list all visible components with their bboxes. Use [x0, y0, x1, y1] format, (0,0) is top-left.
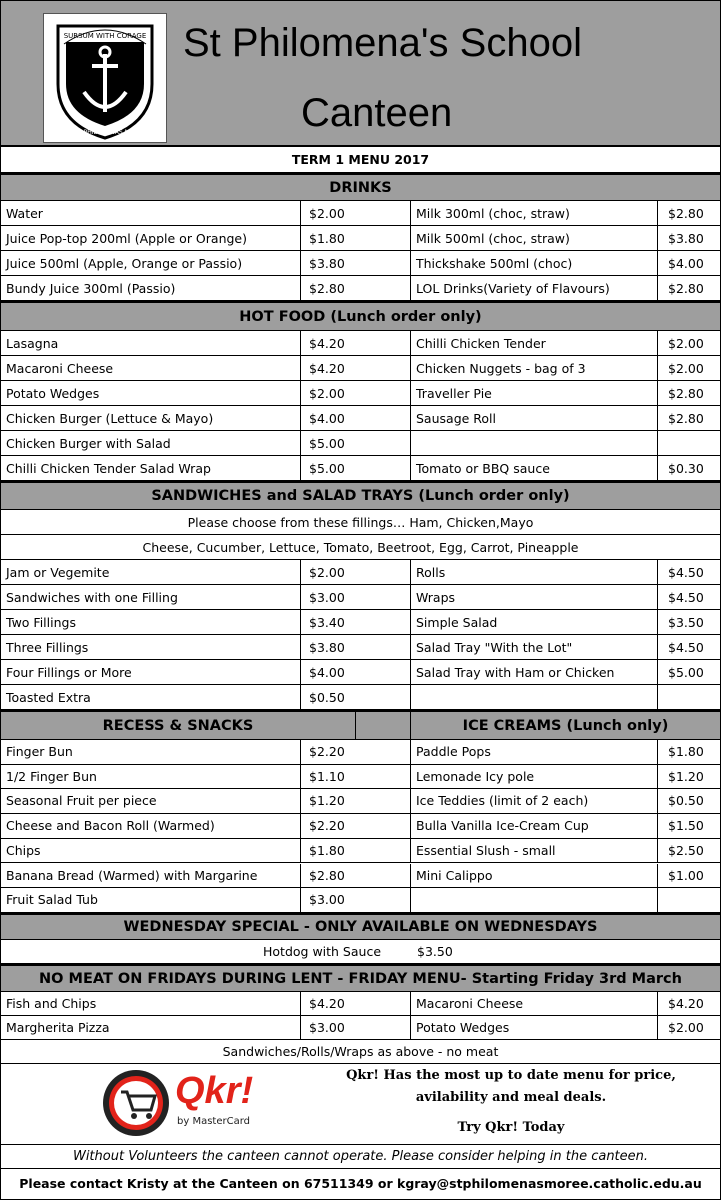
item-name: Juice 500ml (Apple, Orange or Passio) — [1, 251, 301, 275]
item-name: Chilli Chicken Tender Salad Wrap — [1, 456, 301, 480]
qkr-cart-icon — [101, 1068, 171, 1138]
item-name: Finger Bun — [1, 740, 301, 764]
item-name: Traveller Pie — [411, 381, 658, 405]
item-name: 1/2 Finger Bun — [1, 765, 301, 789]
item-price: $2.00 — [668, 1019, 704, 1035]
qkr-logo-sub: by MasterCard — [177, 1115, 250, 1127]
item-name: Lasagna — [1, 331, 301, 355]
item-price: $4.50 — [668, 640, 704, 655]
item-price: $2.50 — [668, 842, 704, 858]
snacks-row — [1, 839, 720, 864]
item-name: LOL Drinks(Variety of Flavours) — [411, 276, 658, 300]
qkr-line1: Qkr! Has the most up to date menu for price, — [346, 1067, 676, 1083]
item-name: Wraps — [411, 585, 658, 609]
item-name: Toasted Extra — [1, 685, 301, 709]
sandwiches-row — [1, 685, 720, 710]
item-price: $5.00 — [301, 431, 411, 455]
snacks-row — [1, 789, 720, 814]
wednesday-item: Hotdog with Sauce — [263, 943, 382, 959]
volunteer-note: Without Volunteers the canteen cannot operate. Please consider helping in the canteen. — [1, 1145, 720, 1169]
item-name: Tomato or BBQ sauce — [411, 456, 658, 480]
item-name: Salad Tray with Ham or Chicken — [411, 660, 658, 684]
item-name: Lemonade Icy pole — [411, 765, 658, 789]
item-price: $3.40 — [301, 610, 411, 634]
sandwiches-row — [1, 560, 720, 585]
item-name: Three Fillings — [1, 635, 301, 659]
hot-food-row — [1, 381, 720, 406]
item-name: Sandwiches with one Filling — [1, 585, 301, 609]
item-price: $3.00 — [301, 1016, 411, 1039]
snacks-row — [1, 888, 720, 913]
snacks-row — [1, 765, 720, 790]
item-price: $4.00 — [301, 406, 411, 430]
drinks-row — [1, 251, 720, 276]
item-price: $1.20 — [668, 768, 704, 784]
item-price: $3.00 — [301, 888, 411, 912]
item-price — [658, 888, 720, 912]
hot-food-heading: HOT FOOD (Lunch order only) — [1, 301, 720, 331]
item-name: Banana Bread (Warmed) with Margarine — [1, 864, 301, 888]
item-name: Four Fillings or More — [1, 660, 301, 684]
item-name: Two Fillings — [1, 610, 301, 634]
item-price: $1.50 — [668, 818, 704, 834]
hot-food-row — [1, 331, 720, 356]
item-name: Cheese and Bacon Roll (Warmed) — [1, 814, 301, 838]
item-price: $4.20 — [301, 356, 411, 380]
item-price: $2.00 — [301, 201, 411, 225]
friday-row — [1, 1016, 720, 1040]
item-price: $2.20 — [301, 814, 411, 838]
drinks-row — [1, 226, 720, 251]
item-price: $3.80 — [668, 231, 704, 246]
hot-food-row — [1, 456, 720, 481]
term-heading: TERM 1 MENU 2017 — [1, 147, 720, 173]
fillings-line-1: Please choose from these fillings… Ham, Chicken,Mayo — [1, 510, 720, 535]
item-price: $2.80 — [301, 864, 411, 888]
fillings-line-2: Cheese, Cucumber, Lettuce, Tomato, Beetroot, Egg, Carrot, Pineapple — [1, 535, 720, 560]
sandwiches-row — [1, 635, 720, 660]
hot-food-row — [1, 431, 720, 456]
snacks-row — [1, 814, 720, 839]
item-price: $4.20 — [301, 331, 411, 355]
item-price: $0.50 — [301, 685, 411, 709]
friday-note: Sandwiches/Rolls/Wraps as above - no meat — [1, 1040, 720, 1064]
item-name: Margherita Pizza — [1, 1016, 301, 1039]
item-price: $1.00 — [668, 867, 704, 883]
item-name: Bulla Vanilla Ice-Cream Cup — [411, 814, 658, 838]
item-name: Macaroni Cheese — [411, 992, 658, 1015]
item-name: Jam or Vegemite — [1, 560, 301, 584]
item-price: $1.80 — [668, 744, 704, 759]
item-name: Chicken Nuggets - bag of 3 — [411, 356, 658, 380]
snacks-row — [1, 864, 720, 889]
qkr-line2: avilability and meal deals. — [415, 1089, 607, 1105]
hot-food-row — [1, 406, 720, 431]
drinks-row — [1, 276, 720, 301]
item-price — [658, 431, 720, 455]
sandwiches-row — [1, 610, 720, 635]
item-name: Thickshake 500ml (choc) — [411, 251, 658, 275]
contact-line: Please contact Kristy at the Canteen on 67511349 or kgray@stphilomenasmoree.catholic.edu.au — [19, 1175, 702, 1191]
page-header — [1, 1, 720, 147]
item-name: Fish and Chips — [1, 992, 301, 1015]
item-name: Simple Salad — [411, 610, 658, 634]
item-name: Chicken Burger (Lettuce & Mayo) — [1, 406, 301, 430]
item-price: $1.80 — [301, 226, 411, 250]
item-price: $2.80 — [668, 411, 704, 426]
item-name — [411, 685, 658, 709]
item-name — [411, 888, 658, 912]
item-price: $2.00 — [301, 381, 411, 405]
sandwiches-row — [1, 585, 720, 610]
item-price: $2.20 — [301, 740, 411, 764]
item-price: $3.80 — [301, 635, 411, 659]
wednesday-item-row — [1, 940, 720, 964]
sandwiches-row — [1, 660, 720, 685]
item-name: Milk 300ml (choc, straw) — [411, 201, 658, 225]
item-price: $4.00 — [668, 256, 704, 271]
item-name — [411, 431, 658, 455]
qkr-logo-text: Qkr! — [175, 1069, 254, 1112]
hot-food-row — [1, 356, 720, 381]
item-name: Fruit Salad Tub — [1, 888, 301, 912]
item-price: $4.50 — [668, 590, 704, 605]
item-price: $2.00 — [301, 560, 411, 584]
school-crest — [43, 13, 167, 143]
item-price: $0.30 — [668, 461, 704, 476]
item-price: $2.00 — [668, 336, 704, 351]
ice-creams-heading: ICE CREAMS (Lunch only) — [462, 718, 669, 734]
item-name: Bundy Juice 300ml (Passio) — [1, 276, 301, 300]
item-name: Potato Wedges — [411, 1016, 658, 1039]
item-name: Ice Teddies (limit of 2 each) — [411, 789, 658, 813]
item-name: Water — [1, 201, 301, 225]
item-name: Chips — [1, 839, 301, 863]
item-name: Chicken Burger with Salad — [1, 431, 301, 455]
item-price: $4.20 — [668, 995, 704, 1011]
friday-heading: NO MEAT ON FRIDAYS DURING LENT - FRIDAY MENU- Starting Friday 3rd March — [1, 964, 720, 992]
wednesday-price: $3.50 — [417, 943, 453, 959]
item-name: Essential Slush - small — [411, 839, 658, 863]
item-price: $5.00 — [668, 665, 704, 680]
item-name: Milk 500ml (choc, straw) — [411, 226, 658, 250]
item-price: $2.00 — [668, 361, 704, 376]
item-price: $0.50 — [668, 793, 704, 809]
item-price: $1.10 — [301, 765, 411, 789]
item-price: $1.80 — [301, 839, 411, 863]
item-name: Macaroni Cheese — [1, 356, 301, 380]
item-name: Chilli Chicken Tender — [411, 331, 658, 355]
school-title: St Philomena's School — [183, 21, 582, 65]
item-price: $3.00 — [301, 585, 411, 609]
item-price: $3.80 — [301, 251, 411, 275]
item-name: Mini Calippo — [411, 864, 658, 888]
item-name: Juice Pop-top 200ml (Apple or Orange) — [1, 226, 301, 250]
item-name: Salad Tray "With the Lot" — [411, 635, 658, 659]
shield-icon — [44, 14, 166, 142]
item-price: $1.20 — [301, 789, 411, 813]
crest-motto-top: SURSUM WITH CORAGE — [63, 32, 147, 40]
item-price: $3.50 — [668, 615, 704, 630]
recess-heading: RECESS & SNACKS — [1, 712, 356, 739]
item-price: $2.80 — [668, 281, 704, 296]
qkr-promo — [1, 1064, 720, 1145]
snacks-row — [1, 740, 720, 765]
sandwiches-heading: SANDWICHES and SALAD TRAYS (Lunch order only) — [1, 481, 720, 510]
item-price: $4.50 — [668, 565, 704, 580]
item-price: $2.80 — [668, 206, 704, 221]
item-price: $4.20 — [301, 992, 411, 1015]
friday-row — [1, 992, 720, 1016]
wednesday-heading: WEDNESDAY SPECIAL - ONLY AVAILABLE ON WEDNESDAYS — [1, 913, 720, 940]
item-price: $2.80 — [668, 386, 704, 401]
canteen-title: Canteen — [301, 91, 453, 135]
crest-motto-bottom: SAINT PHILOMENAS MOREE — [63, 129, 147, 136]
qkr-line3: Try Qkr! Today — [457, 1119, 565, 1135]
snacks-heading-row — [1, 710, 720, 740]
item-name: Seasonal Fruit per piece — [1, 789, 301, 813]
item-name: Potato Wedges — [1, 381, 301, 405]
item-price: $2.80 — [301, 276, 411, 300]
item-name: Paddle Pops — [411, 740, 658, 764]
drinks-heading: DRINKS — [1, 173, 720, 201]
item-name: Rolls — [411, 560, 658, 584]
item-name: Sausage Roll — [411, 406, 658, 430]
item-price — [658, 685, 720, 709]
item-price: $5.00 — [301, 456, 411, 480]
heading-gap — [356, 712, 411, 739]
item-price: $4.00 — [301, 660, 411, 684]
drinks-row — [1, 201, 720, 226]
